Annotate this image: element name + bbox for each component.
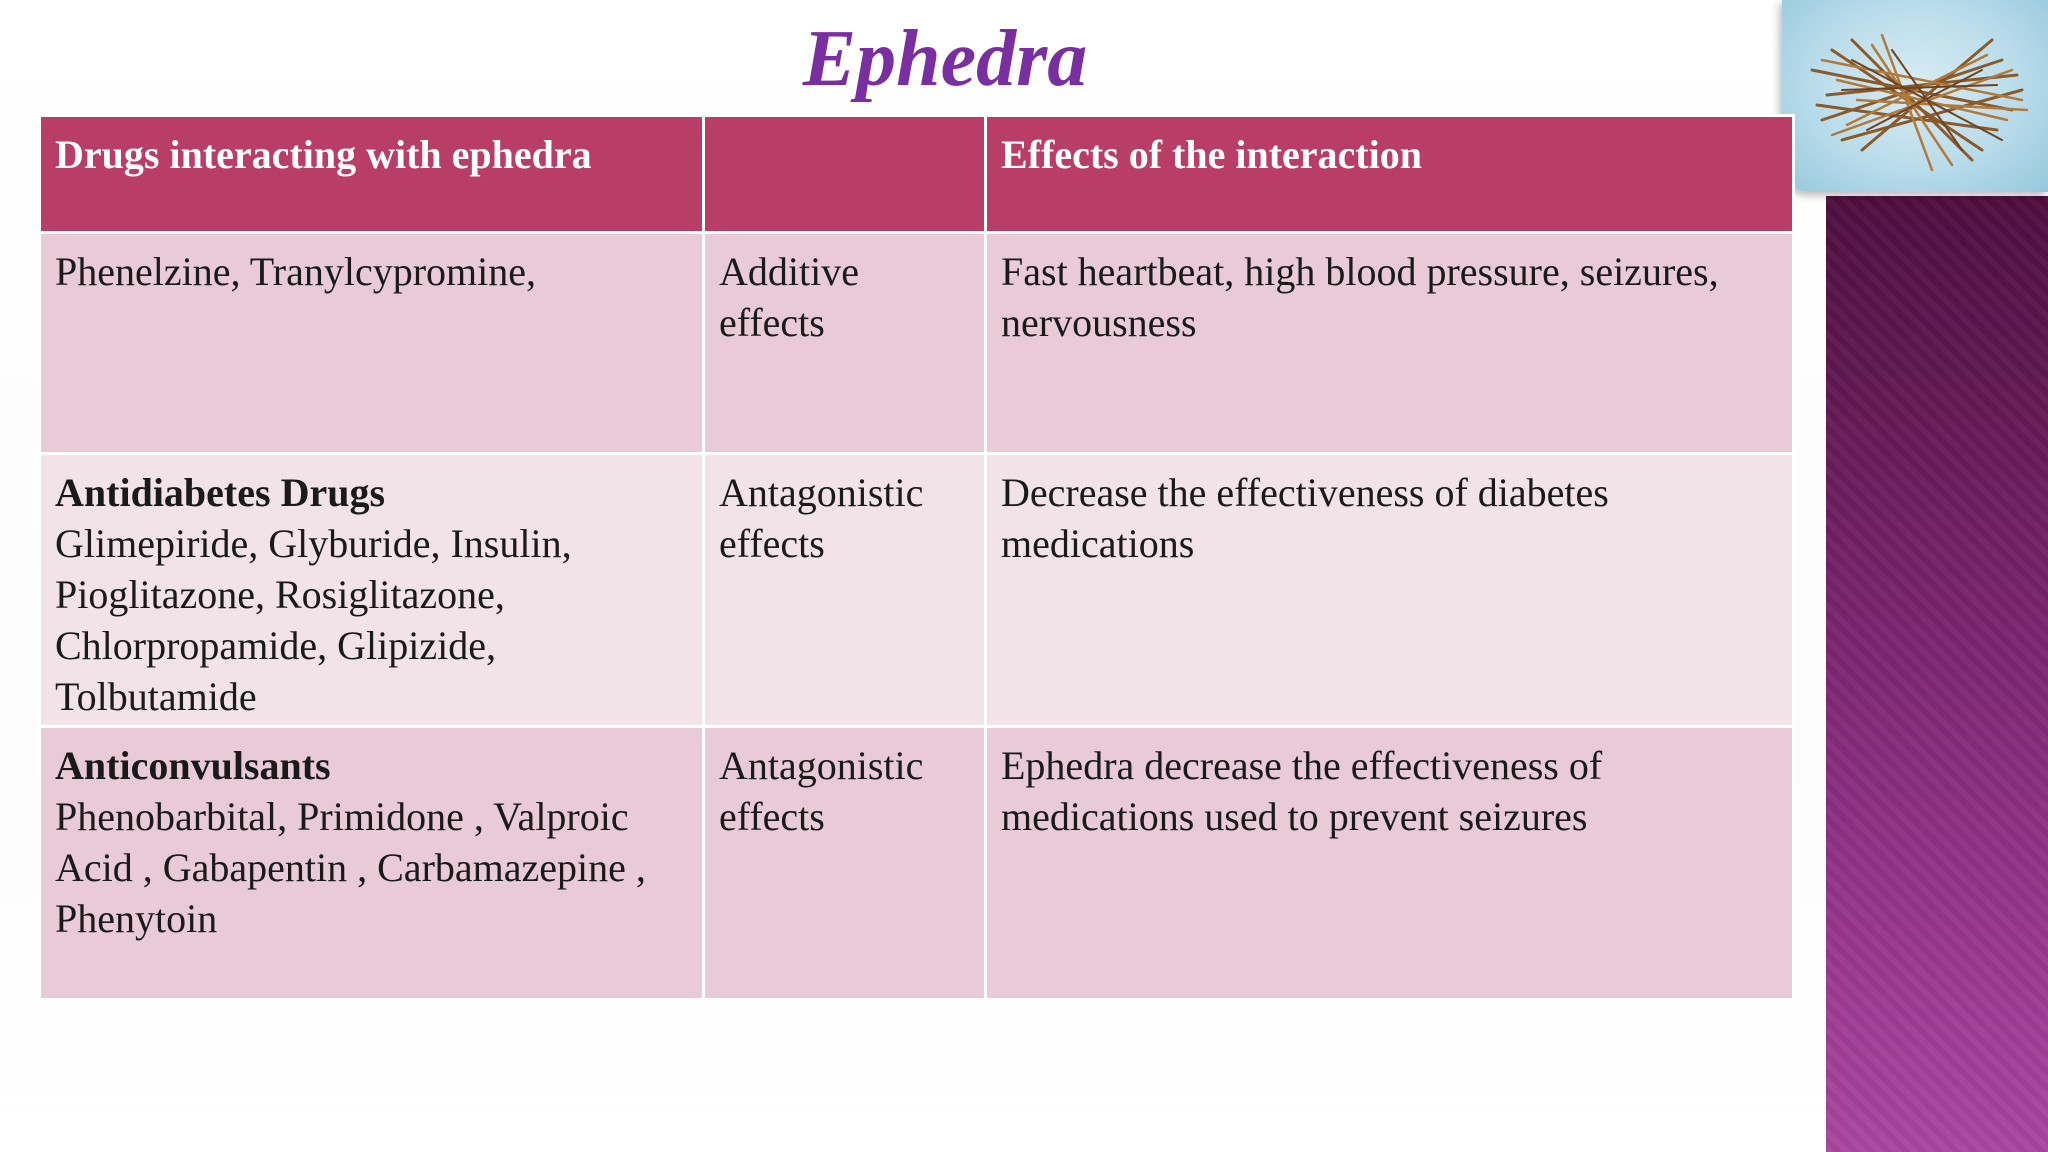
- drug-list: Glimepiride, Glyburide, Insulin, Pioglitazone, Rosiglitazone, Chlorpropamide, Glipizide, Tolbutamide: [55, 521, 572, 719]
- interaction-type-cell: Additive effects: [704, 233, 986, 454]
- effect-cell: Fast heartbeat, high blood pressure, seizures, nervousness: [986, 233, 1794, 454]
- table-header-row: [40, 116, 1794, 233]
- drugs-cell: [40, 727, 704, 1000]
- effect-cell: Ephedra decrease the effectiveness of medications used to prevent seizures: [986, 727, 1794, 1000]
- table-row: [40, 727, 1794, 1000]
- effect-cell: Decrease the effectiveness of diabetes medications: [986, 454, 1794, 727]
- header-interaction-type: [704, 116, 986, 233]
- interaction-type-cell: Antagonistic effects: [704, 454, 986, 727]
- interaction-type-cell: Antagonistic effects: [704, 727, 986, 1000]
- decorative-side-band: [1826, 196, 2048, 1152]
- drugs-cell: [40, 454, 704, 727]
- interaction-table: [38, 114, 1795, 1001]
- drug-group-label: Antidiabetes Drugs: [55, 470, 386, 515]
- header-drugs: Drugs interacting with ephedra: [40, 116, 704, 233]
- table-row: [40, 233, 1794, 454]
- slide-title: Ephedra: [802, 15, 1088, 103]
- header-effects: Effects of the interaction: [986, 116, 1794, 233]
- drug-list: Phenelzine, Tranylcypromine,: [55, 249, 537, 294]
- table-row: [40, 454, 1794, 727]
- drug-list: Phenobarbital, Primidone , Valproic Acid , Gabapentin , Carbamazepine , Phenytoin: [55, 794, 646, 941]
- drug-group-label: Anticonvulsants: [55, 743, 331, 788]
- drugs-cell: [40, 233, 704, 454]
